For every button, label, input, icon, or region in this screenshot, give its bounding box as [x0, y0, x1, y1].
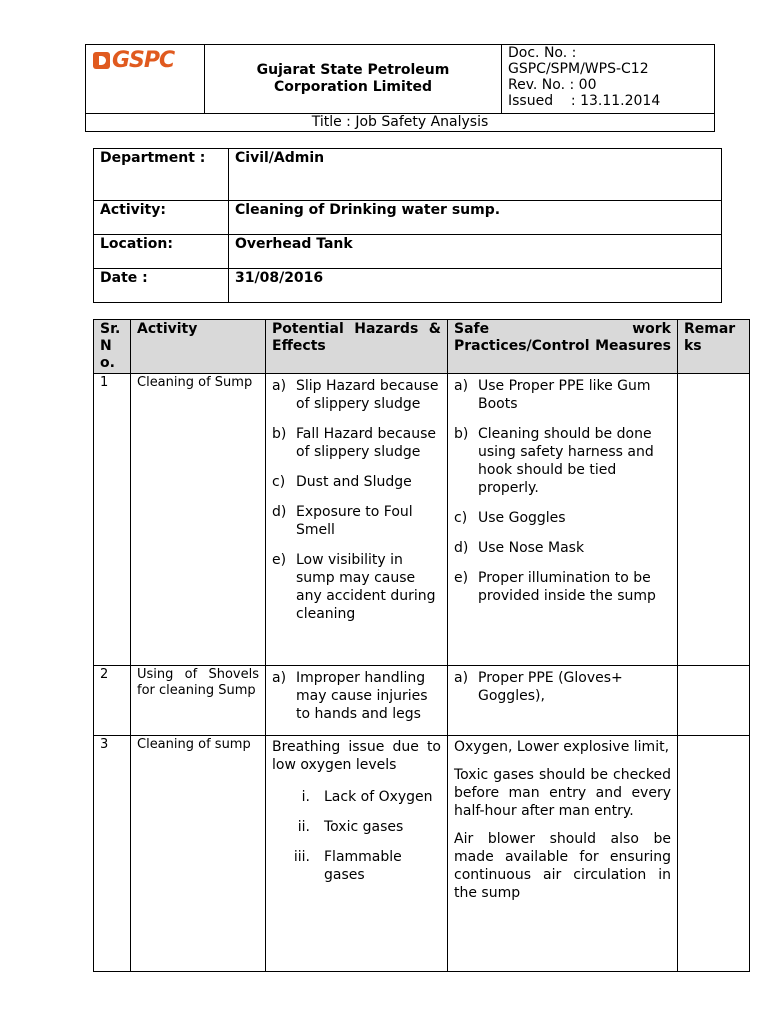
row-activity: Cleaning of sump [131, 736, 266, 972]
row-sr: 1 [94, 374, 131, 666]
header-sr: Sr. N o. [94, 320, 131, 374]
list-item: a) Improper handling may cause injuries to hands and legs [272, 670, 428, 722]
list-item: a) Slip Hazard because of slippery sludge [272, 378, 439, 412]
document-info [502, 45, 715, 114]
header-remarks: Remar ks [678, 320, 750, 374]
table-row [94, 374, 750, 666]
list-item: c) Dust and Sludge [272, 474, 412, 490]
header-hazards: Potential Hazards & Effects [266, 320, 448, 374]
doc-no-label: Doc. No. : [508, 45, 577, 61]
row-sr: 2 [94, 666, 131, 736]
safe-paragraph: Air blower should also be made available for ensuring continuous air circulation in the sump [454, 831, 671, 901]
row-activity: Cleaning of Sump [131, 374, 266, 666]
list-item: ii. Toxic gases [297, 819, 404, 835]
issued-value: : 13.11.2014 [570, 93, 661, 109]
date-value: 31/08/2016 [229, 269, 722, 303]
department-value: Civil/Admin [229, 149, 722, 201]
logo-text: GSPC [112, 48, 175, 73]
corporation-line-1: Gujarat State Petroleum [256, 62, 450, 78]
header-safe-practices [448, 320, 678, 374]
gspc-logo [86, 45, 204, 73]
corporation-name [205, 45, 502, 114]
safe-paragraph: Toxic gases should be checked before man entry and every half-hour after man entry. [454, 767, 671, 819]
list-item: b) Cleaning should be done using safety harness and hook should be tied properly. [454, 426, 654, 496]
job-info-table [93, 148, 722, 303]
issued-label: Issued [508, 93, 554, 109]
row-activity: Using of Shovels for cleaning Sump [131, 666, 266, 736]
location-label: Location: [94, 235, 229, 269]
list-item: e) Proper illumination to be provided inside the sump [454, 570, 656, 604]
activity-value: Cleaning of Drinking water sump. [229, 201, 722, 235]
list-item: i. Lack of Oxygen [301, 789, 433, 805]
row-sr: 3 [94, 736, 131, 972]
row-hazards [266, 374, 448, 666]
list-item: b) Fall Hazard because of slippery sludge [272, 426, 437, 460]
activity-label: Activity: [94, 201, 229, 235]
row-hazards [266, 736, 448, 972]
row-safe-practices [448, 374, 678, 666]
location-value: Overhead Tank [229, 235, 722, 269]
row-safe-practices [448, 736, 678, 972]
list-item: d) Use Nose Mask [454, 540, 585, 556]
row-remarks [678, 374, 750, 666]
doc-no-value: GSPC/SPM/WPS-C12 [508, 61, 649, 77]
row-safe-practices [448, 666, 678, 736]
department-label: Department : [94, 149, 229, 201]
header-safe-line: Safe work Practices/Control Measures [454, 321, 671, 354]
list-item: e) Low visibility in sump may cause any accident during cleaning [272, 552, 436, 622]
table-row [94, 666, 750, 736]
row-remarks [678, 736, 750, 972]
jsa-table [93, 319, 750, 972]
logo-cell [86, 45, 205, 114]
issued-line [508, 93, 714, 109]
list-item: a) Proper PPE (Gloves+ Goggles), [454, 670, 623, 704]
gspc-logo-icon [93, 52, 110, 69]
corporation-line-2: Corporation Limited [273, 79, 433, 95]
list-item: d) Exposure to Foul Smell [272, 504, 413, 538]
hazard-intro: Breathing issue due to low oxygen levels [272, 739, 441, 773]
list-item: a) Use Proper PPE like Gum Boots [454, 378, 651, 412]
date-label: Date : [94, 269, 229, 303]
table-row [94, 736, 750, 972]
rev-no: Rev. No. : 00 [508, 77, 597, 93]
header-activity: Activity [131, 320, 266, 374]
document-header [85, 44, 715, 132]
safe-paragraph: Oxygen, Lower explosive limit, [454, 739, 670, 755]
row-hazards [266, 666, 448, 736]
row-remarks [678, 666, 750, 736]
list-item: iii. Flammable gases [293, 849, 402, 883]
list-item: c) Use Goggles [454, 510, 566, 526]
document-title: Title : Job Safety Analysis [86, 114, 715, 132]
